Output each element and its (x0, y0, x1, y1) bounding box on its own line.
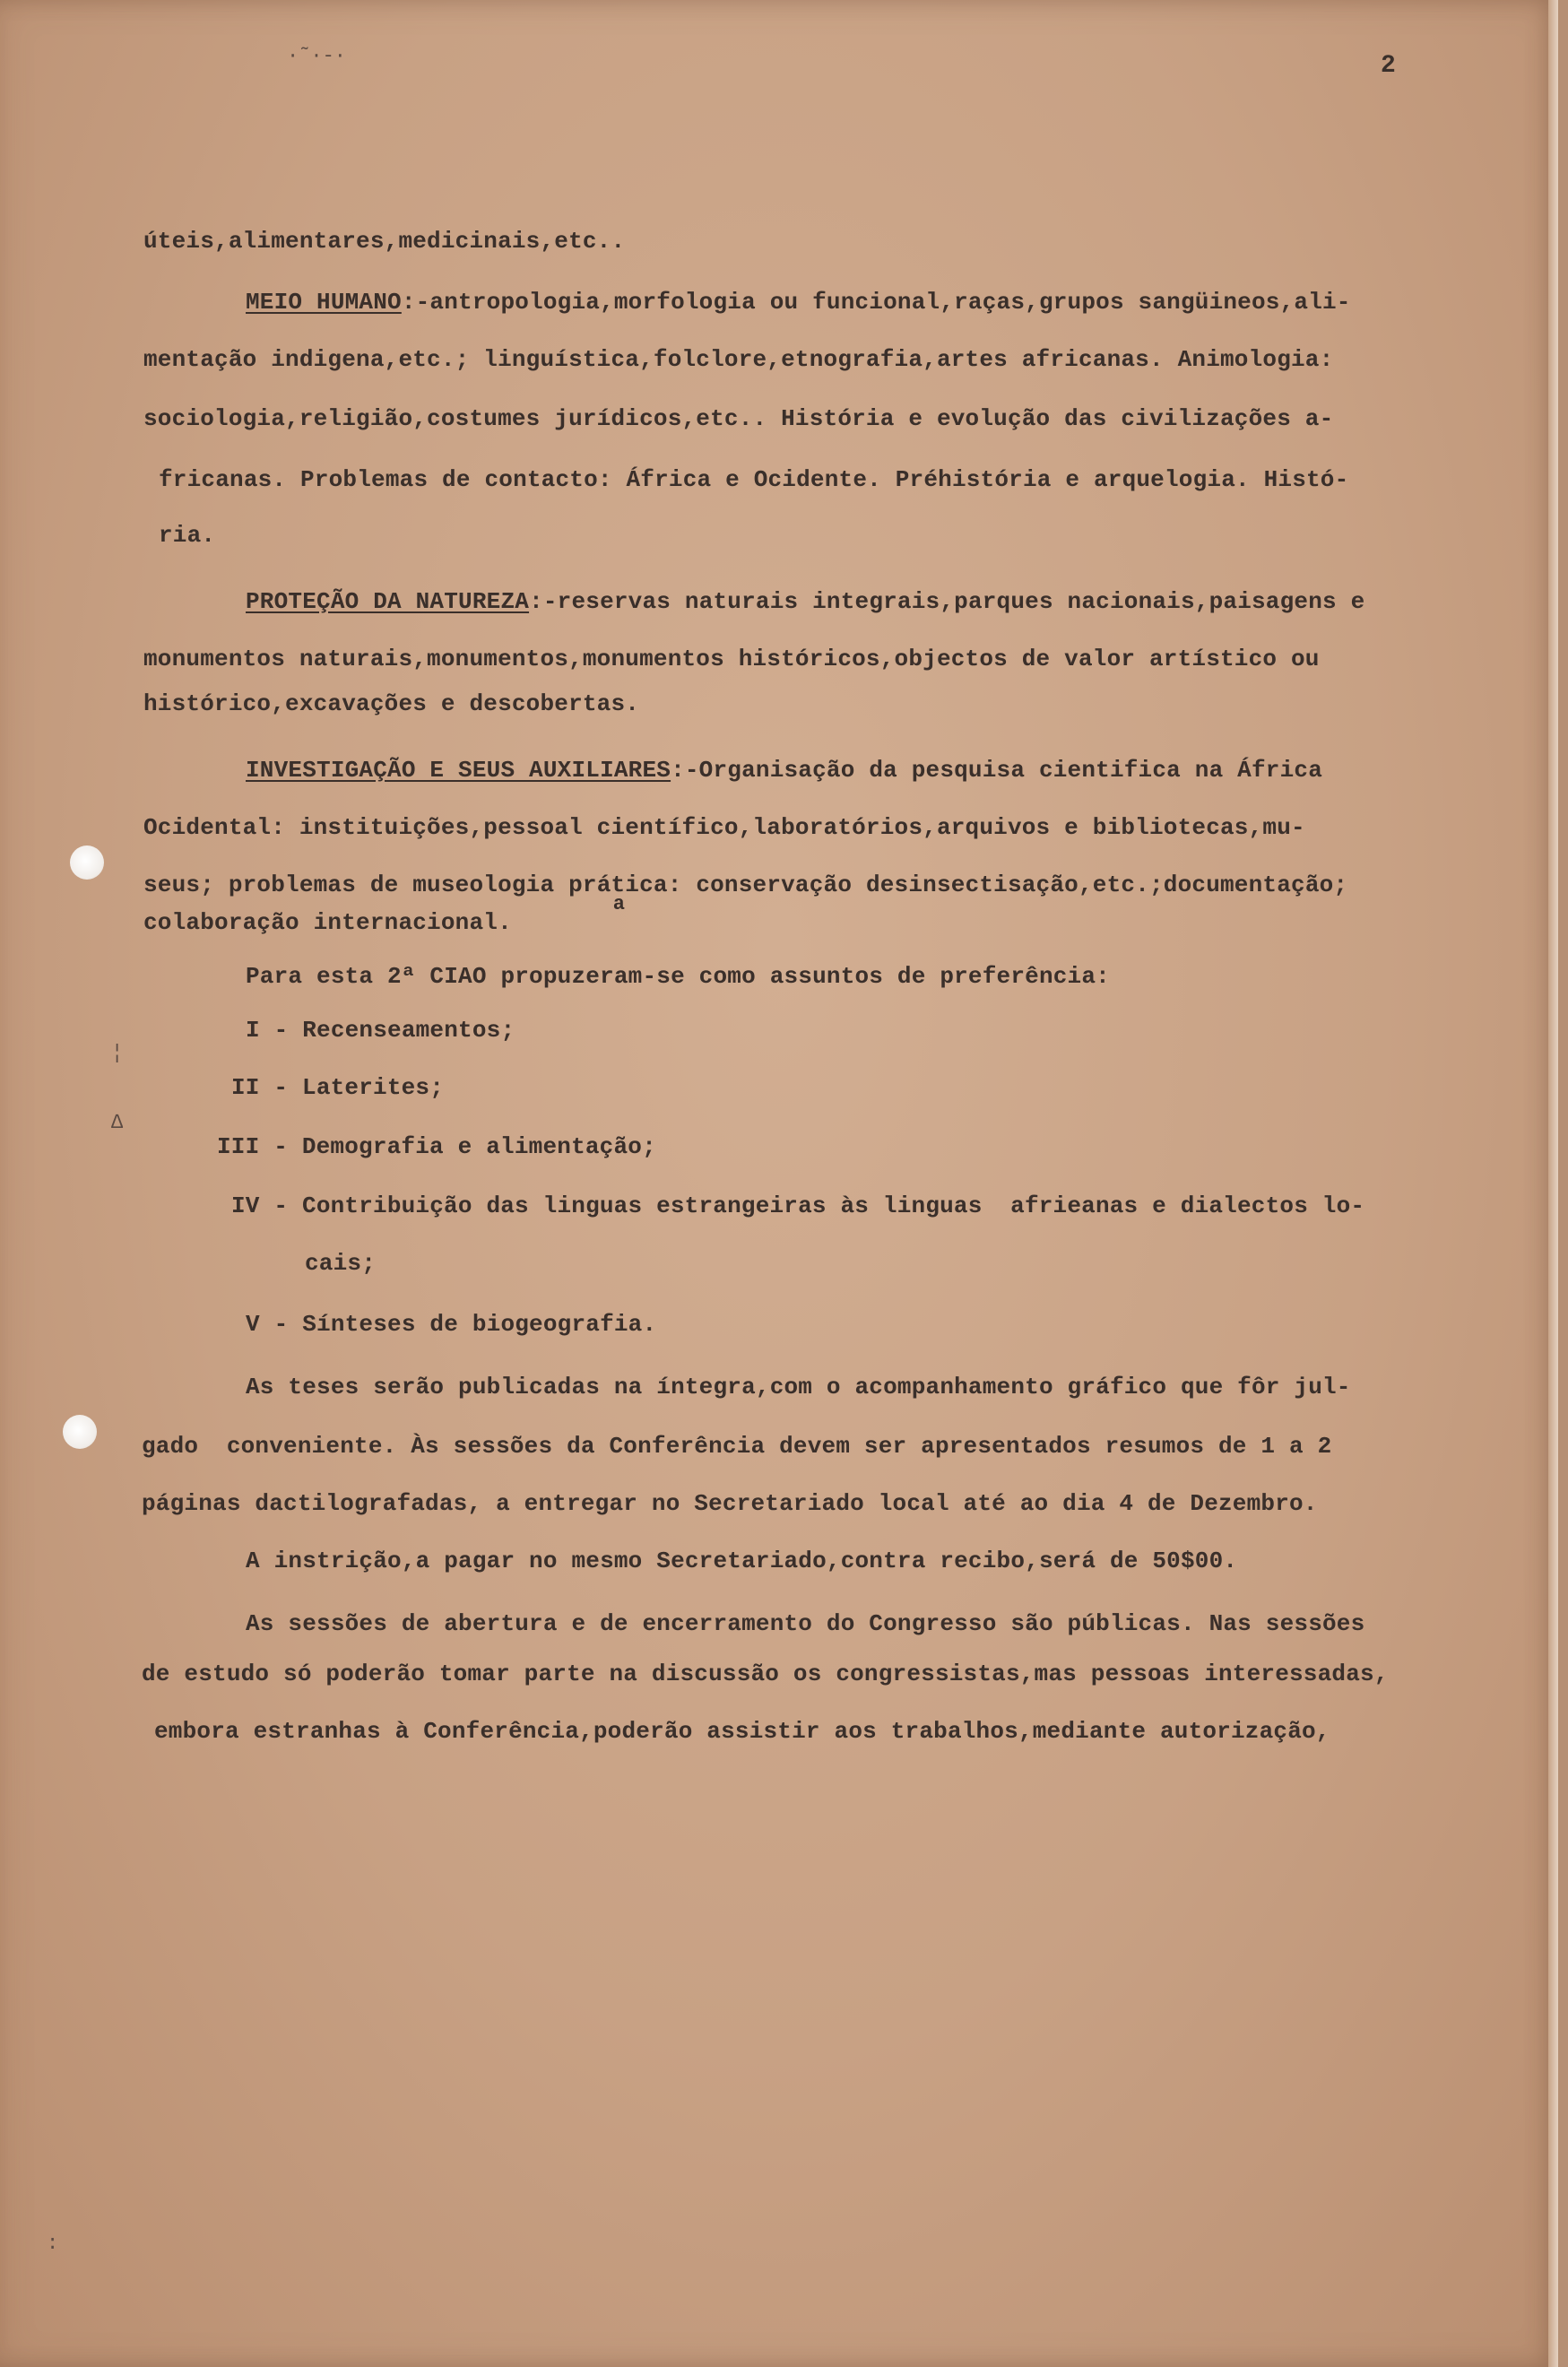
text-line: sociologia,religião,costumes jurídicos,etc.. História e evolução das civilizações a- (143, 405, 1334, 432)
text-span: seus; problemas de museologia pr (143, 871, 597, 898)
text-line (246, 287, 1351, 317)
section-heading-meio-humano: MEIO HUMANO (246, 289, 402, 316)
punch-hole-top (70, 845, 104, 880)
list-item: II - Laterites; (231, 1074, 445, 1101)
page-number: 2 (1381, 52, 1396, 80)
text-line: embora estranhas à Conferência,poderão assistir aos trabalhos,mediante autorização, (154, 1718, 1330, 1745)
text-line (246, 755, 1322, 785)
text-line: histórico,excavações e descobertas. (143, 690, 640, 717)
text-line: colaboração internacional. (143, 909, 512, 936)
punch-hole-bottom (63, 1415, 97, 1449)
list-item: V - Sínteses de biogeografia. (246, 1311, 657, 1338)
text-span: :-reservas naturais integrais,parques nacionais,paisagens e (529, 588, 1365, 615)
text-line: monumentos naturais,monumentos,monumentos históricos,objectos de valor artístico ou (143, 646, 1320, 672)
text-line: A instrição,a pagar no mesmo Secretariado,contra recibo,será de 50$00. (246, 1548, 1238, 1574)
text-line: de estudo só poderão tomar parte na discussão os congressistas,mas pessoas interessadas, (142, 1660, 1389, 1687)
text-line: As teses serão publicadas na íntegra,com o acompanhamento gráfico que fôr jul- (246, 1374, 1351, 1400)
staple-mark: ¦ (111, 1042, 124, 1064)
margin-mark: : (47, 2233, 59, 2255)
paper-edge (1548, 0, 1558, 2367)
text-span: tica: conservação desinsectisação,etc.;documentação; (611, 871, 1348, 898)
typed-correction (596, 871, 626, 915)
list-item: I - Recenseamentos; (246, 1017, 515, 1044)
ink-smudge: ·˜·-· (287, 45, 347, 67)
list-item-continuation: cais; (305, 1250, 377, 1277)
text-line: As sessões de abertura e de encerramento do Congresso são públicas. Nas sessões (246, 1610, 1365, 1637)
text-line: mentação indigena,etc.; linguística,folclore,etnografia,artes africanas. Animologia: (143, 346, 1334, 373)
text-line (246, 586, 1364, 617)
staple-mark: ∆ (111, 1112, 124, 1134)
text-line: Para esta 2ª CIAO propuzeram-se como assuntos de preferência: (246, 963, 1110, 990)
text-line (143, 870, 1348, 915)
corrected-letter: á (596, 871, 611, 898)
text-span: :-Organisação da pesquisa cientifica na África (671, 757, 1322, 784)
list-item: III - Demografia e alimentação; (217, 1133, 656, 1160)
text-line: Ocidental: instituições,pessoal científico,laboratórios,arquivos e bibliotecas,mu- (143, 814, 1305, 841)
text-line: páginas dactilografadas, a entregar no Secretariado local até ao dia 4 de Dezembro. (142, 1490, 1318, 1517)
section-heading-protecao: PROTEÇÃO DA NATUREZA (246, 588, 530, 615)
text-line: gado conveniente. Às sessões da Conferência devem ser apresentados resumos de 1 a 2 (142, 1433, 1332, 1460)
text-line: ria. (159, 522, 216, 549)
text-span: :-antropologia,morfologia ou funcional,raças,grupos sangüineos,ali- (401, 289, 1351, 316)
text-line: fricanas. Problemas de contacto: África e Ocidente. Préhistória e arquelogia. Histó- (159, 466, 1349, 493)
correction-mark: a (612, 893, 626, 915)
text-line: úteis,alimentares,medicinais,etc.. (143, 228, 626, 255)
list-item: IV - Contribuição das linguas estrangeiras às linguas afrieanas e dialectos lo- (231, 1192, 1365, 1219)
section-heading-investigacao: INVESTIGAÇÃO E SEUS AUXILIARES (246, 757, 671, 784)
